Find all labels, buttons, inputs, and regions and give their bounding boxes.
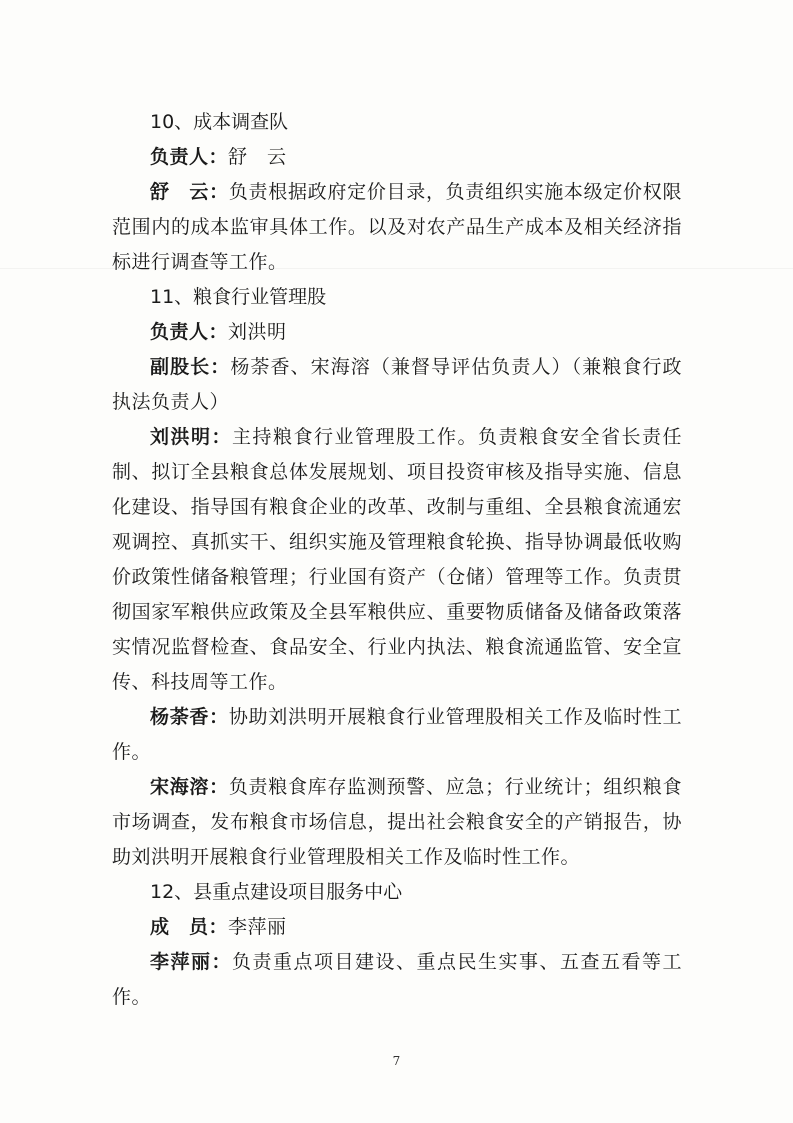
duty-label: 宋海溶：: [150, 776, 229, 798]
section-11-duty-3: [112, 770, 682, 875]
section-11-heading: 11、粮食行业管理股: [150, 286, 327, 308]
duty-text: 负责粮食库存监测预警、应急；行业统计；组织粮食市场调查，发布粮食市场信息，提出社会粮食安全的产销报告，协助刘洪明开展粮食行业管理股相关工作及临时性工作。: [112, 776, 682, 868]
section-12-heading: 12、县重点建设项目服务中心: [150, 881, 403, 903]
duty-label: 杨荼香：: [150, 706, 229, 728]
document-body: [112, 105, 682, 1015]
section-11-head: [112, 315, 682, 350]
section-10-heading: 10、成本调查队: [150, 111, 289, 133]
section-11-duty-1: [112, 420, 682, 700]
duty-label: 舒 云：: [150, 181, 229, 203]
head-value: 刘洪明: [228, 321, 287, 343]
duty-label: 李萍丽：: [150, 951, 232, 973]
duty-text: 主持粮食行业管理股工作。负责粮食安全省长责任制、拟订全县粮食总体发展规划、项目投资审核及指导实施、信息化建设、指导国有粮食企业的改革、改制与重组、全县粮食流通宏观调控、真抓实干、组织实施及管理粮食轮换、指导协调最低收购价政策性储备粮管理；行业国有资产（仓储）管理等工作。负责贯彻国家军粮供应政策及全县军粮供应、重要物质储备及储备政策落实情况监督检查、食品安全、行业内执法、粮食流通监管、安全宣传、科技周等工作。: [112, 426, 682, 693]
deputy-label: 副股长：: [150, 356, 231, 378]
section-12-duty: [112, 945, 682, 1015]
deputy-value: 杨荼香、宋海溶（兼督导评估负责人）（兼粮食行政执法负责人）: [112, 356, 682, 413]
section-11-deputy: [112, 350, 682, 420]
page-number: 7: [392, 1054, 401, 1068]
member-value: 李萍丽: [228, 916, 287, 938]
member-label: 成 员：: [150, 916, 229, 938]
section-10-head: [112, 140, 682, 175]
duty-text: 负责重点项目建设、重点民生实事、五查五看等工作。: [112, 951, 682, 1008]
section-11-duty-2: [112, 700, 682, 770]
section-12-member: [112, 910, 682, 945]
head-label: 负责人：: [150, 321, 229, 343]
head-value: 舒 云: [228, 146, 287, 168]
duty-text: 负责根据政府定价目录，负责组织实施本级定价权限范围内的成本监审具体工作。以及对农产品生产成本及相关经济指标进行调查等工作。: [112, 181, 682, 273]
duty-text: 协助刘洪明开展粮食行业管理股相关工作及临时性工作。: [112, 706, 682, 763]
head-label: 负责人：: [150, 146, 229, 168]
duty-label: 刘洪明：: [150, 426, 232, 448]
section-10-duty: [112, 175, 682, 280]
